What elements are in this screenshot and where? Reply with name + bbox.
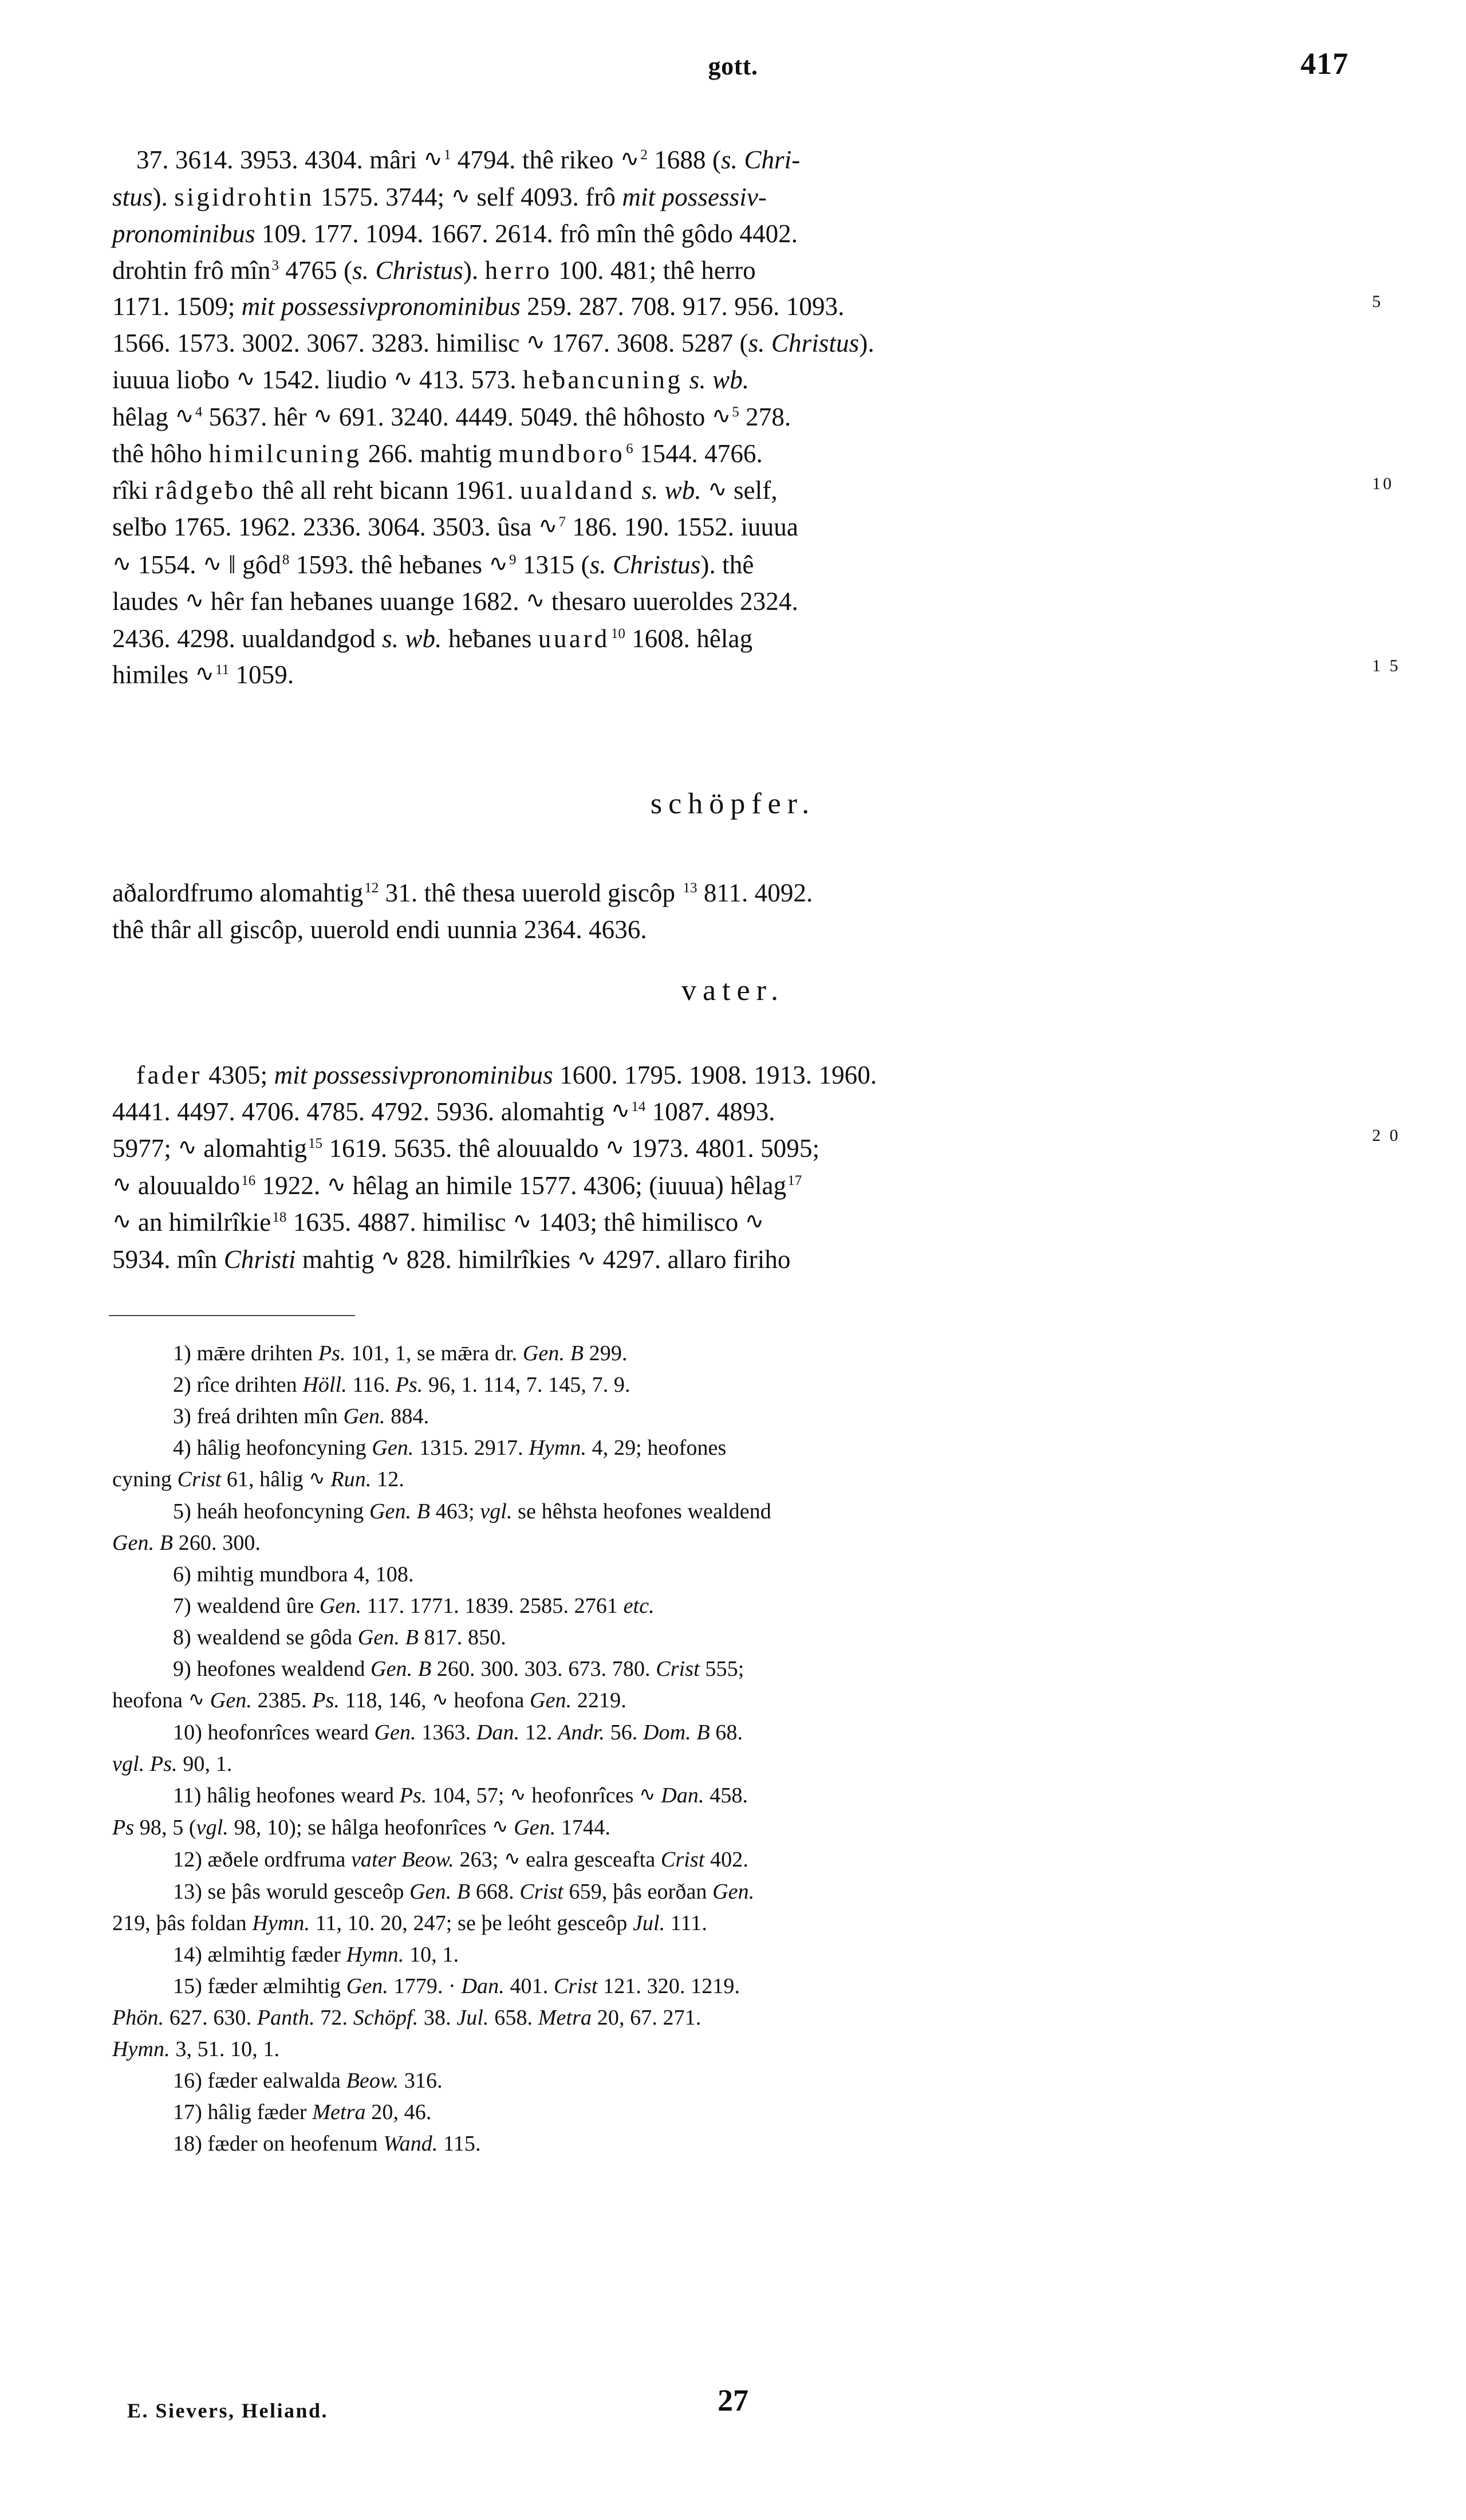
footnote-line: 17) hâlig fæder Metra 20, 46. xyxy=(173,2100,432,2124)
footer-signature: E. Sievers, Heliand. xyxy=(127,2399,329,2422)
footnote-line: 4) hâlig heofoncyning Gen. 1315. 2917. Hymn. 4, 29; heofones xyxy=(173,1436,727,1460)
body-line: ∿ alouualdo$^{16}$ 1922. ∿ hêlag an himile 1577. 4306; (iuuua) hêlag$^{17}$ xyxy=(112,1171,802,1200)
section-heading-schoepfer: schöpfer. xyxy=(650,788,816,820)
footnote-line: 1) mǣre drihten Ps. 101, 1, se mǣra dr. Gen. B 299. xyxy=(173,1341,628,1365)
body-line: rîki râdgeƀo thê all reht bicann 1961. uualdand s. wb. ∿ self, xyxy=(112,475,778,505)
footnote-line: 8) wealdend se gôda Gen. B 817. 850. xyxy=(173,1625,506,1649)
body-line: 37. 3614. 3953. 4304. mâri ∿$^1$ 4794. thê rikeo ∿$^2$ 1688 (s. Chri- xyxy=(136,145,801,174)
footnote-line: 9) heofones wealdend Gen. B 260. 300. 303. 673. 780. Crist 555; xyxy=(173,1657,744,1681)
footnote-line: 16) fæder ealwalda Beow. 316. xyxy=(173,2069,443,2093)
body-line: ∿ an himilrîkie$^{18}$ 1635. 4887. himilisc ∿ 1403; thê himilisco ∿ xyxy=(112,1208,764,1237)
footnote-line: 14) ælmihtig fæder Hymn. 10, 1. xyxy=(173,1943,459,1967)
body-line: 5934. mîn Christi mahtig ∿ 828. himilrîkies ∿ 4297. allaro firiho xyxy=(112,1245,791,1274)
footnote-line: 15) fæder ælmihtig Gen. 1779. · Dan. 401. Crist 121. 320. 1219. xyxy=(173,1974,740,1998)
body-line: 4441. 4497. 4706. 4785. 4792. 5936. alomahtig ∿$^{14}$ 1087. 4893. xyxy=(112,1097,775,1126)
body-line: selƀo 1765. 1962. 2336. 3064. 3503. ûsa ∿$^7$ 186. 190. 1552. iuuua xyxy=(112,513,798,541)
footnote-line: heofona ∿ Gen. 2385. Ps. 118, 146, ∿ heofona Gen. 2219. xyxy=(112,1688,626,1712)
footnote-line: 5) heáh heofoncyning Gen. B 463; vgl. se hêhsta heofones wealdend xyxy=(173,1499,771,1523)
body-line: 5977; ∿ alomahtig$^{15}$ 1619. 5635. thê alouualdo ∿ 1973. 4801. 5095; xyxy=(112,1134,820,1163)
body-line: 1566. 1573. 3002. 3067. 3283. himilisc ∿ 1767. 3608. 5287 (s. Christus). xyxy=(112,328,874,357)
footnote-line: 13) se þâs woruld gesceôp Gen. B 668. Crist 659, þâs eorðan Gen. xyxy=(173,1880,755,1904)
footnote-line: 12) æðele ordfruma vater Beow. 263; ∿ ealra gesceafta Crist 402. xyxy=(173,1848,748,1872)
footnote-line: cyning Crist 61, hâlig ∿ Run. 12. xyxy=(112,1467,404,1491)
footnote-line: Ps 98, 5 (vgl. 98, 10); se hâlga heofonrîces ∿ Gen. 1744. xyxy=(112,1816,610,1840)
body-text-vater xyxy=(112,1057,1359,1278)
footnote-line: 2) rîce drihten Höll. 116. Ps. 96, 1. 114, 7. 145, 7. 9. xyxy=(173,1373,630,1397)
footnote-line: 219, þâs foldan Hymn. 11, 10. 20, 247; se þe leóht gesceôp Jul. 111. xyxy=(112,1911,707,1935)
footnote-line: 10) heofonrîces weard Gen. 1363. Dan. 12. Andr. 56. Dom. B 68. xyxy=(173,1720,743,1745)
footnote-line: Phön. 627. 630. Panth. 72. Schöpf. 38. Jul. 658. Metra 20, 67. 271. xyxy=(112,2006,702,2030)
page-number: 417 xyxy=(1301,46,1349,81)
body-line: drohtin frô mîn$^3$ 4765 (s. Christus). herro 100. 481; thê herro xyxy=(112,255,756,285)
body-line: iuuua lioƀo ∿ 1542. liudio ∿ 413. 573. heƀancuning s. wb. xyxy=(112,365,750,394)
footnote-line: 3) freá drihten mîn Gen. 884. xyxy=(173,1404,429,1428)
footnote-line: 11) hâlig heofones weard Ps. 104, 57; ∿ heofonrîces ∿ Dan. 458. xyxy=(173,1783,748,1808)
footnote-line: vgl. Ps. 90, 1. xyxy=(112,1752,232,1776)
margin-line-number: 2 0 xyxy=(1372,1126,1401,1145)
body-line: pronominibus 109. 177. 1094. 1667. 2614. frô mîn thê gôdo 4402. xyxy=(112,219,798,248)
body-line: thê hôho himilcuning 266. mahtig mundboro$^6$ 1544. 4766. xyxy=(112,439,763,468)
body-line: himiles ∿$^{11}$ 1059. xyxy=(112,660,294,689)
footnote-line: 6) mihtig mundbora 4, 108. xyxy=(173,1562,414,1586)
footnote-line: 18) fæder on heofenum Wand. 115. xyxy=(173,2132,481,2156)
body-line: laudes ∿ hêr fan heƀanes uuange 1682. ∿ thesaro uueroldes 2324. xyxy=(112,587,798,616)
footnote-line: Hymn. 3, 51. 10, 1. xyxy=(112,2037,280,2061)
margin-line-number: 1 5 xyxy=(1372,656,1401,675)
running-head-title: gott. xyxy=(708,52,758,80)
body-line: hêlag ∿$^4$ 5637. hêr ∿ 691. 3240. 4449. 5049. thê hôhosto ∿$^5$ 278. xyxy=(112,402,791,431)
footnote-rule xyxy=(109,1315,355,1316)
body-text-gott xyxy=(112,142,1359,694)
footnote-line: Gen. B 260. 300. xyxy=(112,1531,261,1555)
body-line: 2436. 4298. uualdandgod s. wb. heƀanes uuard$^{10}$ 1608. hêlag xyxy=(112,624,753,653)
body-line: thê thâr all giscôp, uuerold endi uunnia 2364. 4636. xyxy=(112,915,647,944)
body-line: ∿ 1554. ∿ ‖ gôd$^8$ 1593. thê heƀanes ∿$^9$ 1315 (s. Christus). thê xyxy=(112,549,754,579)
footnote-list xyxy=(112,1338,1361,2160)
body-line: aðalordfrumo alomahtig$^{12}$ 31. thê thesa uuerold giscôp $^{13}$ 811. 4092. xyxy=(112,879,813,907)
margin-line-number: 5 xyxy=(1372,292,1383,311)
margin-line-number: 10 xyxy=(1372,474,1394,493)
running-head xyxy=(0,46,1466,92)
body-line: fader 4305; mit possessivpronominibus 1600. 1795. 1908. 1913. 1960. xyxy=(136,1061,877,1089)
footnote-line: 7) wealdend ûre Gen. 117. 1771. 1839. 2585. 2761 etc. xyxy=(173,1594,655,1618)
footer-sheet-number: 27 xyxy=(718,2383,748,2417)
body-line: 1171. 1509; mit possessivpronominibus 259. 287. 708. 917. 956. 1093. xyxy=(112,292,845,321)
section-heading-vater: vater. xyxy=(681,974,785,1007)
body-text-schoepfer xyxy=(112,875,1359,948)
body-line: stus). sigidrohtin 1575. 3744; ∿ self 4093. frô mit possessiv- xyxy=(112,182,767,211)
